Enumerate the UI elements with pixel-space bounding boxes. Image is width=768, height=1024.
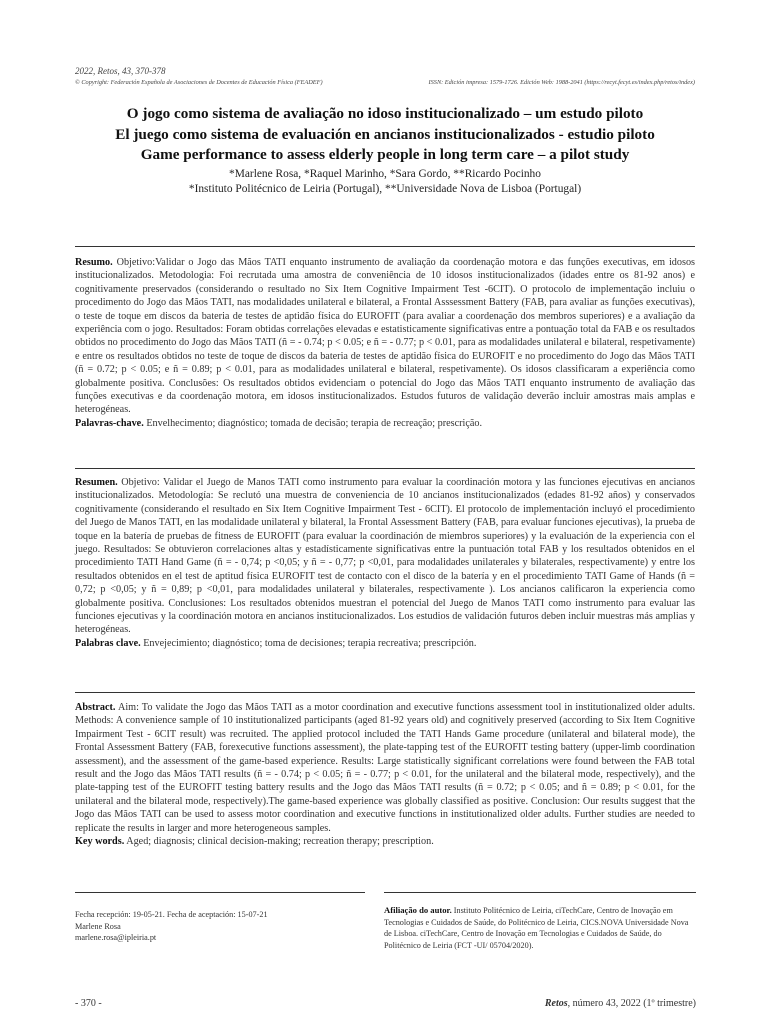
palavras-chave-text: Envelhecimento; diagnóstico; tomada de decisão; terapia de recreação; prescrição. bbox=[143, 417, 483, 429]
issn-text: ISSN: Edición impresa: 1579-1726. Edición Web: 1988-2041 (https://recyt.fecyt.es/index.php/retos/index) bbox=[428, 79, 695, 86]
affiliation-label: Afiliação do autor. bbox=[384, 905, 452, 915]
corresponding-author: Marlene Rosa bbox=[75, 921, 121, 931]
submission-dates: Fecha recepción: 19-05-21. Fecha de aceptación: 15-07-21 bbox=[75, 910, 268, 919]
journal-name: Retos bbox=[544, 998, 568, 1009]
palabras-clave bbox=[75, 637, 695, 650]
divider-resumen bbox=[75, 468, 695, 469]
divider-footer-left bbox=[75, 892, 365, 893]
resumen-paragraph bbox=[75, 476, 695, 637]
abstract-label: Abstract. bbox=[75, 702, 116, 713]
divider-abstract bbox=[75, 692, 695, 693]
palabras-clave-text: Envejecimiento; diagnóstico; toma de decisiones; terapia recreativa; prescripción. bbox=[140, 637, 477, 649]
submission-info bbox=[75, 909, 365, 944]
title-portuguese: O jogo como sistema de avaliação no idoso institucionalizado – um estudo piloto bbox=[126, 105, 644, 122]
copyright-line bbox=[75, 79, 695, 86]
palabras-clave-label: Palabras clave. bbox=[75, 637, 141, 649]
resumo-text: Objetivo:Validar o Jogo das Mãos TATI enquanto instrumento de avaliação da coordenação motora e das funções executivas, em idosos institucionalizados. Metodologia: Foi recrutada uma amostra de conveniência de 10 idosos institucionalizados (idades entre os 81-92 anos) e cognitivamente preservados (considerando o resultado no Six Item Cognitive Impairment Test -6CIT). O protocolo de implementação incluiu o procedimento do Jogo das Mãos TATI, nas modalidades unilateral e bilateral, a Frontal Asssessment Battery (FAB, para avaliar as funções executivas), o teste de toque em discos da bateria de testes de aptidão física do EUROFIT (para avaliar a coordenação dos membros superiores) e a avaliação da experiência com o jogo. Resultados: Foram obtidas correlações elevadas e estatisticamente significativas entre a pontuação total da FAB e os resultados obtidos no procedimento do Jogo das Mãos TATI (ñ = - 0.74; p < 0.05; e ñ = - 0.77; p < 0.01, para as modalidades unilateral e bilateral, respetivamente) e entre os resultados obtidos no teste de toque de discos da bateria de testes de aptidão física do EUROFIT e no procedimento do Jogo das Mãos TATI (ñ = 0.72; p < 0.05; e ñ = 0.89; p < 0.01, para as modalidades unilateral e bilateral, respetivamente). Os idosos classificaram a experiência como globalmente positiva. Conclusões: Os resultados obtidos evidenciam o potencial do Jogo das Mãos TATI enquanto instrumento de avaliação das funções executivas e da coordenação motora, em idosos institucionalizados. Estudos futuros de validação deverão incluir amostras mais amplas e heterogéneas. bbox=[75, 257, 695, 416]
journal-footer bbox=[545, 998, 696, 1009]
affiliation-list: *Instituto Politécnico de Leiria (Portugal), **Universidade Nova de Lisboa (Portugal) bbox=[188, 182, 582, 195]
title-block bbox=[75, 104, 695, 197]
key-words bbox=[75, 835, 695, 848]
page-number: - 370 - bbox=[75, 998, 102, 1009]
resumo-paragraph bbox=[75, 256, 695, 417]
author-email: marlene.rosa@ipleiria.pt bbox=[75, 933, 157, 943]
citation-line: 2022, Retos, 43, 370-378 bbox=[75, 66, 166, 76]
author-affiliation bbox=[384, 905, 696, 951]
resumen-text: Objetivo: Validar el Juego de Manos TATI como instrumento para evaluar la coordinación motora y las funciones ejecutivas en ancianos institucionalizados. Metodología: Se reclutó una muestra de conveniencia de 10 ancianos institucionalizados (edades 81-92 años) y conservados cognitivamente (considerando el resultado en Six Item Cognitive Impairment Test - 6CIT). El protocolo de implementación incluyó el procedimiento del Juego de Manos TATI, en las modalidade unilateral y bilateral, la Frontal Assessment Battery (FAB, para evaluar funciones ejecutivas), la prueba de toque en la batería de pruebas de fitness de EUROFIT (para evaluar la coordinación de miembros superiores) y la evaluación de la experiencia con el juego. Resultados: Se obtuvieron correlaciones altas y estadísticamente significativas entre la puntuación total FAB y los resultados obtenidos en el procedimiento TATI Hand Game (ñ = - 0,74; p <0,05; y ñ = - 0,77; p <0,01, para modalidades unilaterales y bilaterales, respectivamente) y entre los resultados obtenidos en el test de aptitud física EUROFIT test de contacto con el disco de la batería y en el procedimiento TATI Game of Hands (ñ = 0,72; p <0,05; y ñ = 0,89; p <0,01, para modalidades unilateral y bilaterales, respectivamente ). Los ancianos calificaron la experiencia como globalmente positiva. Conclusiones: Los resultados obtenidos muestran el potencial del Juego de Manos TATI como instrumento para evaluar las funciones ejecutivas y la coordinación motora en ancianos institucionalizados. Los estudios de validación futuros deben incluir muestras más amplias y heterogéneas. bbox=[75, 477, 695, 636]
affiliation-text: Instituto Politécnico de Leiria, ciTechCare, Centro de Inovação em Tecnologias e Cuidados de Saúde, do Politécnico de Leiria, CICS.NOVA Universidade Nova de Lisboa. ciTechCare, Centro de Inovação em Tecnologias e Cuidados de Saúde, do Politécnico de Leiria (FCT -UI/ 05704/2020). bbox=[384, 906, 689, 950]
abstract-section bbox=[75, 701, 695, 848]
author-list: *Marlene Rosa, *Raquel Marinho, *Sara Gordo, **Ricardo Pocinho bbox=[229, 167, 541, 180]
abstract-text: Aim: To validate the Jogo das Mãos TATI as a motor coordination and executive functions assessment tool in institutionalized older adults. Methods: A convenience sample of 10 institutionalized participants (aged 81-92 years old) and cognitively preserved (according to Six Item Cognitive Impairment Test - 6CIT result) was recruited. The applied protocol included the TATI Hands Game procedure (unilateral and bilateral mode), the Frontal Assessment Battery (FAB, forexecutive functions assessment), the plate-tapping test of the EUROFIT testing battery (upper-limb coordination assessment), and the assessment of the game-based experience. Results: Large statistically significant correlations were found between the FAB total result and the Jogo das Mãos TATI results (ñ = - 0.74; p < 0.05; ñ = - 0.77; p < 0.01, for the unilateral and the bilateral mode, respectively), and the plate-tapping test of the EUROFIT testing battery results and the Jogo das Mãos TATI results (ñ = 0.72; p < 0.05; and ñ = 0.89; p < 0.01, for the unilateral and the bilateral mode, respectively).The game-based experience was globally classified as positive. Conclusion: Our results suggest that the Jogo das Mãos TATI can be used to assess motor coordination and executive functions in institutionalized older adults. Further studies are needed to replicate the results in larger and more heterogeneous samples. bbox=[75, 702, 695, 834]
divider-top bbox=[75, 246, 695, 247]
title-spanish: El juego como sistema de evaluación en ancianos institucionalizados - estudio piloto bbox=[115, 125, 655, 143]
copyright-text: © Copyright: Federación Española de Asociaciones de Docentes de Educación Física (FEADEF) bbox=[75, 79, 323, 86]
resumen-section bbox=[75, 476, 695, 650]
key-words-label: Key words. bbox=[75, 836, 125, 848]
journal-issue: , número 43, 2022 (1º trimestre) bbox=[567, 998, 696, 1009]
palavras-chave bbox=[75, 417, 695, 430]
title-english: Game performance to assess elderly people in long term care – a pilot study bbox=[140, 146, 630, 163]
abstract-paragraph bbox=[75, 701, 695, 835]
palavras-chave-label: Palavras-chave. bbox=[75, 417, 144, 429]
resumen-label: Resumen. bbox=[75, 477, 118, 488]
resumo-label: Resumo. bbox=[75, 257, 113, 268]
resumo-section bbox=[75, 256, 695, 430]
divider-footer-right bbox=[384, 892, 696, 893]
key-words-text: Aged; diagnosis; clinical decision-making; recreation therapy; prescription. bbox=[124, 836, 434, 848]
